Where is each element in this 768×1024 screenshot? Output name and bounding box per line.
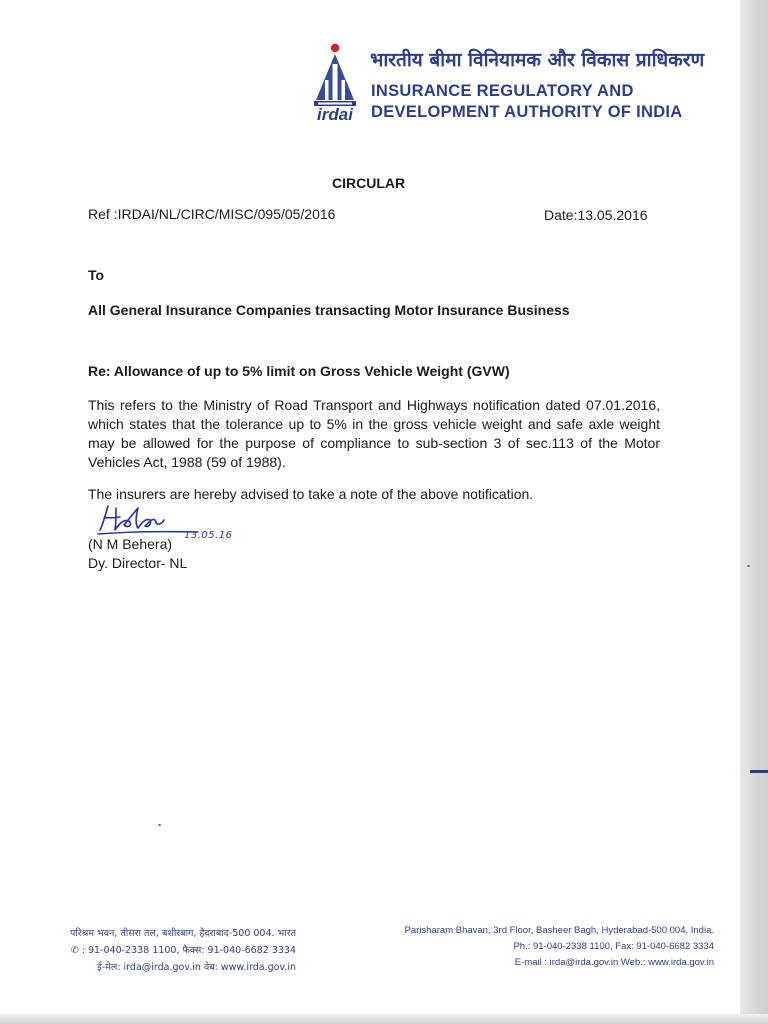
authority-name-line1: INSURANCE REGULATORY AND (371, 82, 634, 100)
page-bottom-shadow (0, 1014, 768, 1024)
circular-date: Date:13.05.2016 (544, 207, 648, 223)
advisory-paragraph: The insurers are hereby advised to take a note of the above notification. (88, 486, 534, 502)
scan-speck (747, 565, 750, 567)
body-paragraph: This refers to the Ministry of Road Transport and Highways notification dated 07.01.2016, which states that the tolerance up to 5% in the gross vehicle weight and safe axle weight may be allowed for the purpose of compliance to sub-section 3 of sec.113 of the Motor Vehicles Act, 1988 (59 of 1988). (88, 397, 660, 470)
authority-name-hindi: भारतीय बीमा विनियामक और विकास प्राधिकरण (370, 49, 705, 71)
footer-hindi-address: परिश्रम भवन, तीसरा तल, बशीरबाग, हैदराबाद-500 004. भारत (69, 928, 296, 939)
footer-english-address: Parisharam Bhavan, 3rd Floor, Basheer Bagh, Hyderabad-500 004. India. (404, 925, 714, 936)
footer-address-english (388, 923, 714, 971)
scan-speck (158, 824, 161, 826)
footer-hindi-email: ई-मेल: irda@irda.gov.in वेब: www.irda.gov.in (97, 962, 296, 973)
footer-english-phone: Ph.: 91-040-2338 1100, Fax: 91-040-6682 3334 (513, 941, 714, 952)
footer-hindi-phone: ✆ : 91-040-2338 1100, फैक्स: 91-040-6682 3334 (70, 945, 296, 956)
signature-date: 13.05.16 (184, 530, 233, 541)
authority-name-line2: DEVELOPMENT AUTHORITY OF INDIA (371, 103, 683, 121)
signatory-name: (N M Behera) (88, 536, 173, 552)
page-edge-mark (750, 770, 768, 773)
signatory-title: Dy. Director- NL (88, 555, 188, 571)
irdai-logo (308, 42, 362, 124)
subject-line: Re: Allowance of up to 5% limit on Gross Vehicle Weight (GVW) (88, 363, 510, 379)
addressee: All General Insurance Companies transacting Motor Insurance Business (88, 302, 570, 318)
page-edge-shadow (740, 0, 768, 1024)
document-heading: CIRCULAR (332, 175, 406, 191)
authority-name-english (371, 81, 683, 123)
to-label: To (88, 267, 105, 283)
footer-english-email: E-mail : irda@irda.gov.in Web.: www.irda.gov.in (514, 957, 714, 968)
reference-number: Ref :IRDAI/NL/CIRC/MISC/095/05/2016 (88, 206, 336, 222)
logo-wordmark: irdai (317, 105, 353, 124)
footer-address-hindi (36, 925, 296, 976)
